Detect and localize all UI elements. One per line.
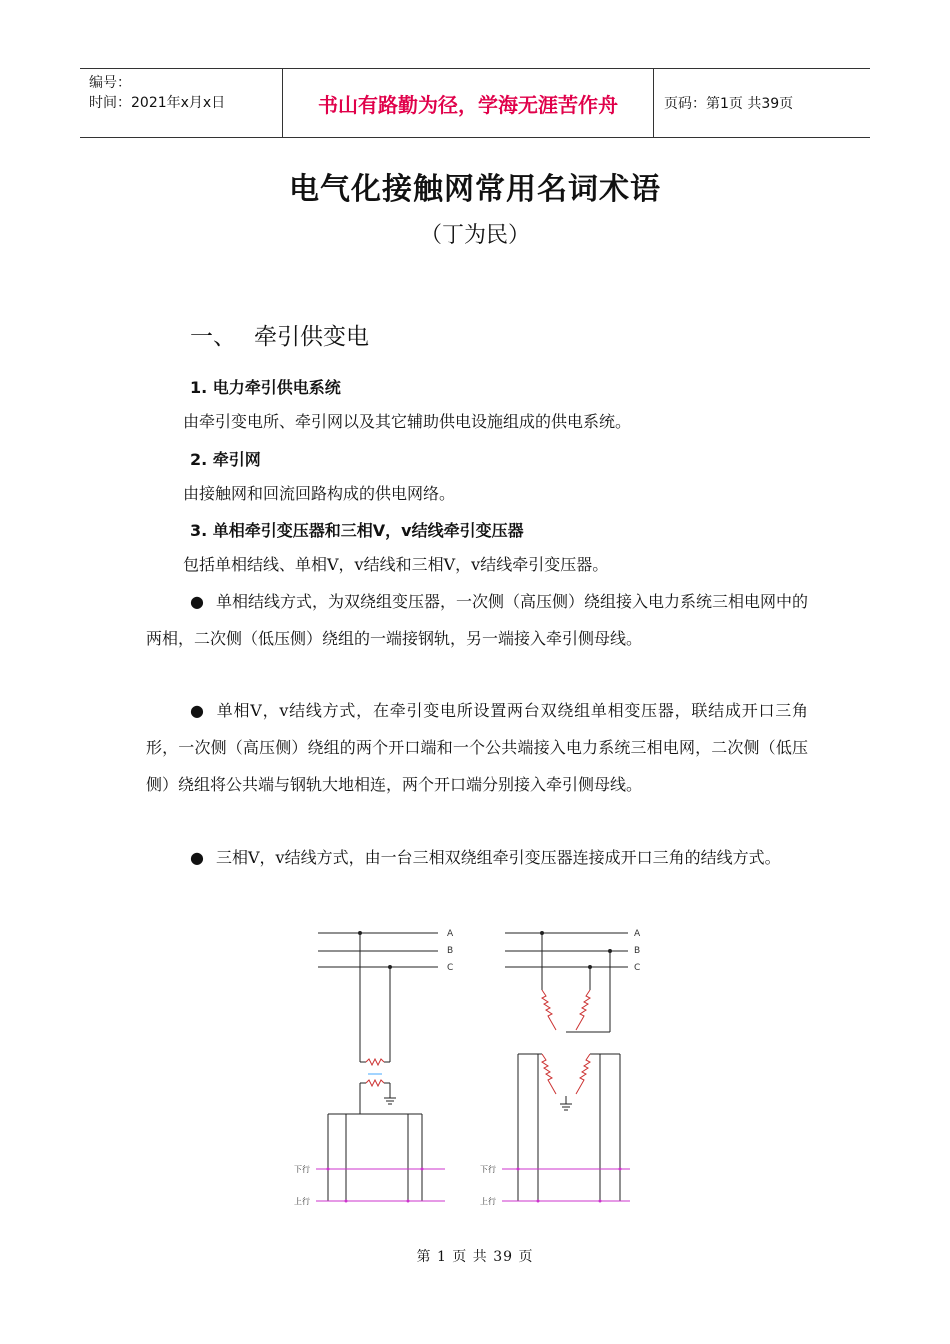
transformer-wiring-diagram: [280, 918, 660, 1218]
phase-label-c: C: [447, 963, 454, 973]
bullet-icon: ●: [190, 848, 204, 867]
time-label: 时间：2021年x月x日: [89, 95, 226, 111]
header-table: [80, 68, 870, 138]
document-title: 电气化接触网常用名词术语: [289, 172, 661, 207]
bullet-text: 三相V，v结线方式，由一台三相双绕组牵引变压器连接成开口三角的结线方式。: [215, 848, 781, 867]
item-heading: 1. 电力牵引供电系统: [190, 378, 341, 397]
item-heading: 3. 单相牵引变压器和三相V，v结线牵引变压器: [190, 521, 524, 540]
secondary-coil: [366, 1080, 384, 1086]
secondary-coil-left: [542, 1054, 556, 1094]
bus-label-up: 上行: [294, 1197, 310, 1206]
bus-label-down: 下行: [480, 1165, 496, 1174]
secondary-coil-right: [576, 1054, 590, 1094]
bullet-text: 单相结线方式，为双绕组变压器，一次侧（高压侧）绕组接入电力系统三相电网中的两相，二次侧（低压侧）绕组的一端接钢轨，另一端接入牵引侧母线。: [146, 592, 808, 648]
bullet-paragraph: [146, 692, 808, 803]
primary-coil-left: [542, 990, 556, 1030]
phase-label-c: C: [634, 963, 641, 973]
primary-coil: [366, 1059, 384, 1065]
header-page-info: 页码：第1页 共39页: [664, 96, 794, 112]
serial-label: 编号：: [89, 75, 131, 91]
phase-label-a: A: [447, 929, 454, 939]
bus-label-down: 下行: [294, 1165, 310, 1174]
single-phase-diagram: [316, 932, 445, 1203]
primary-coil-right: [576, 990, 590, 1030]
item-heading: 2. 牵引网: [190, 450, 261, 469]
item-text: 包括单相结线、单相V，v结线和三相V，v结线牵引变压器。: [183, 555, 609, 574]
vv-connection-diagram: [502, 932, 630, 1203]
bullet-icon: ●: [190, 592, 204, 611]
section-title: 牵引供变电: [254, 324, 369, 350]
phase-label-b: B: [634, 946, 641, 956]
bullet-paragraph: [146, 839, 808, 876]
item-text: 由牵引变电所、牵引网以及其它辅助供电设施组成的供电系统。: [183, 412, 632, 431]
phase-label-a: A: [634, 929, 641, 939]
header-motto: 书山有路勤为径，学海无涯苦作舟: [282, 69, 654, 137]
header-meta: [80, 69, 282, 137]
item-text: 由接触网和回流回路构成的供电网络。: [183, 484, 456, 503]
bullet-paragraph: [146, 583, 808, 657]
section-number: 一、: [190, 324, 236, 350]
bullet-text: 单相V，v结线方式，在牵引变电所设置两台双绕组单相变压器，联结成开口三角形，一次侧（高压侧）绕组的两个开口端和一个公共端接入电力系统三相电网，二次侧（低压侧）绕组将公共端与钢轨大地相连，两个开口端分别接入牵引侧母线。: [146, 701, 808, 794]
page-footer: 第 1 页 共 39 页: [416, 1249, 534, 1265]
phase-label-b: B: [447, 946, 454, 956]
document-author: （丁为民）: [419, 223, 530, 248]
bullet-icon: ●: [190, 701, 205, 720]
section-heading: [190, 318, 369, 351]
bus-label-up: 上行: [480, 1197, 496, 1206]
